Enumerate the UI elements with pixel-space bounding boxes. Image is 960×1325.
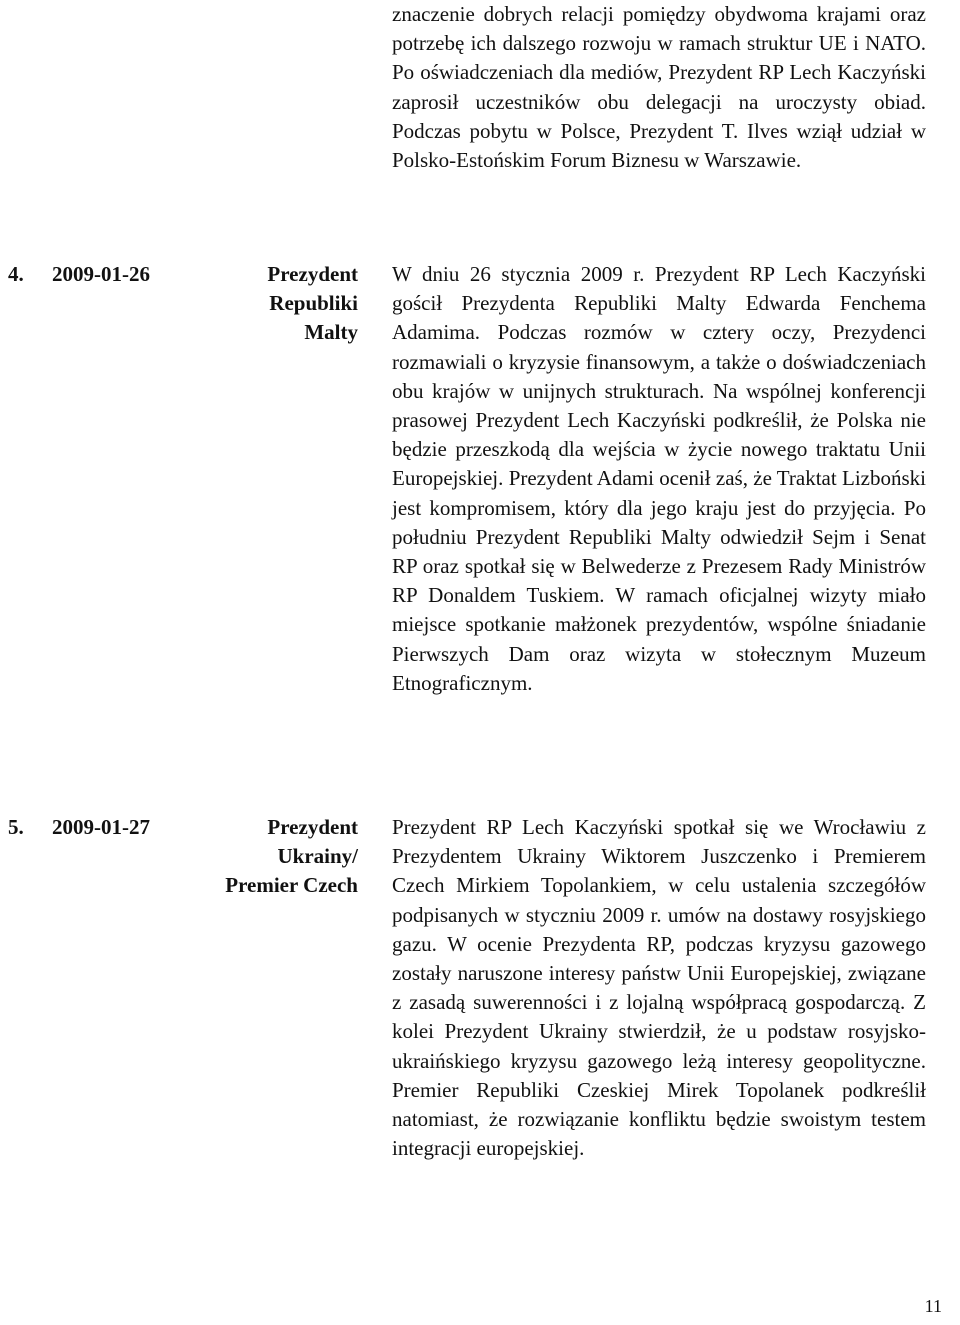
entry-title-line: Ukrainy/ [277,844,358,868]
page-number: 11 [924,1296,942,1316]
entry-title-line: Prezydent [267,815,358,839]
entry-number: 4. [8,262,24,286]
entry-title-line: Prezydent [267,262,358,286]
entry-description: Prezydent RP Lech Kaczyński spotkał się we Wrocławiu z Prezydentem Ukrainy Wiktorem Juszczenko i Premierem Czech Mirkiem Topolankiem, w celu ustalenia szczegółów podpisanych w styczniu 2009 r. umów na dostawy rosyjskiego gazu. W ocenie Prezydenta RP, podczas kryzysu gazowego zostały naruszone interesy państw Unii Europejskiej, związane z zasadą suwerenności i z lojalną współpracą gospodarczą. Z kolei Prezydent Ukrainy stwierdził, że u podstaw rosyjsko-ukraińskiego kryzysu gazowego leżą interesy geopolityczne. Premier Republiki Czeskiej Mirek Topolanek podkreślił natomiast, że rozwiązanie konfliktu będzie swoistym testem integracji europejskiej. [392,815,926,1161]
entry-title-line: Premier Czech [225,873,358,897]
entry-title-line: Republiki [269,291,358,315]
entry-date: 2009-01-26 [52,262,150,286]
entry-description: W dniu 26 stycznia 2009 r. Prezydent RP Lech Kaczyński gościł Prezydenta Republiki Malty Edwarda Fenchema Adamima. Podczas rozmów w cztery oczy, Prezydenci rozmawiali o kryzysie finansowym, a także o doświadczeniach obu krajów w unijnych strukturach. Na wspólnej konferencji prasowej Prezydent Lech Kaczyński podkreślił, że Polska nie będzie przeszkodą dla wejścia w życie nowego traktatu Unii Europejskiej. Prezydent Adami ocenił zaś, że Traktat Lizboński jest kompromisem, który dla jego kraju jest do przyjęcia. Po południu Prezydent Republiki Malty odwiedził Sejm i Senat RP oraz spotkał się w Belwederze z Prezesem Rady Ministrów RP Donaldem Tuskiem. W ramach oficjalnej wizyty miało miejsce spotkanie małżonek prezydentów, wspólne śniadanie Pierwszych Dam oraz wizyta w stołecznym Muzeum Etnograficznym. [392,262,926,695]
entry-title [190,260,358,347]
entry-title [190,813,358,900]
continuation-text: znaczenie dobrych relacji pomiędzy obydwoma krajami oraz potrzebę ich dalszego rozwoju w ramach struktur UE i NATO. Po oświadczeniach dla mediów, Prezydent RP Lech Kaczyński zaprosił uczestników obu delegacji na uroczysty obiad. Podczas pobytu w Polsce, Prezydent T. Ilves wziął udział w Polsko-Estońskim Forum Biznesu w Warszawie. [392,2,926,173]
entry-number: 5. [8,815,24,839]
entry-date: 2009-01-27 [52,815,150,839]
entry-title-line: Malty [304,320,358,344]
